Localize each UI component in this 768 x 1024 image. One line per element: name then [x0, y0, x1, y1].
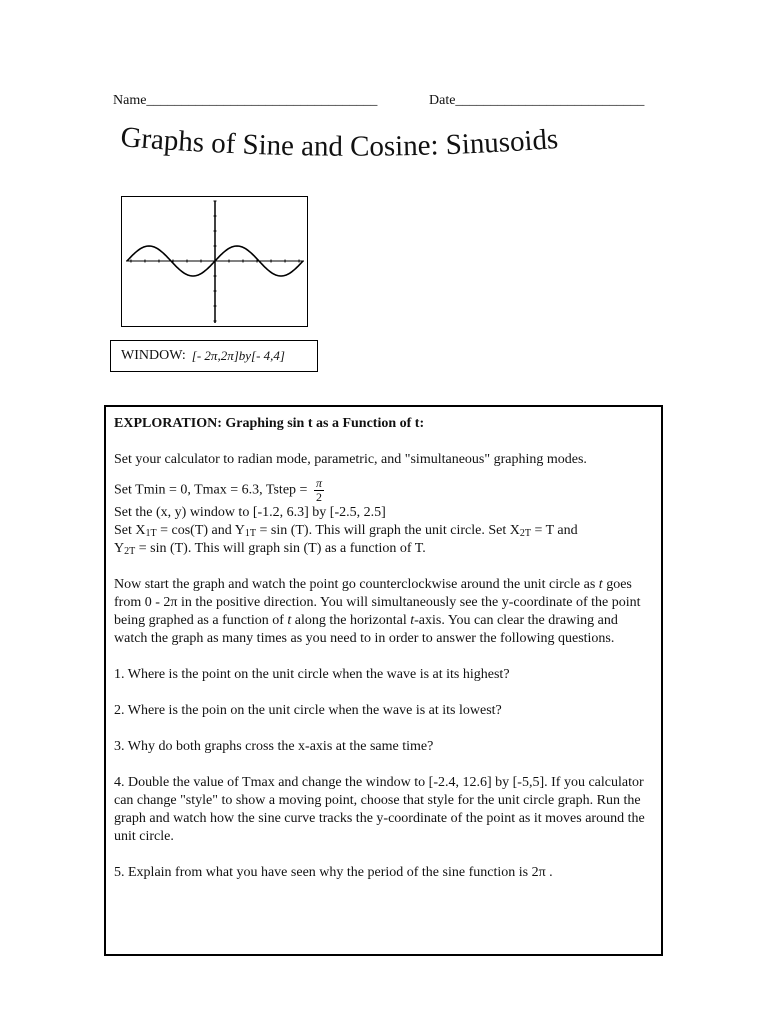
modes-instruction: Set your calculator to radian mode, parametric, and "simultaneous" graphing modes.: [114, 452, 587, 467]
tstep-prefix: Set Tmin = 0, Tmax = 6.3, Tstep =: [114, 482, 311, 498]
svg-text:Graphs of Sine and Cosine: Sin: [119, 121, 559, 163]
tstep-fraction: [314, 477, 324, 504]
name-field-label: Name_________________________________: [113, 93, 378, 108]
tstep-denominator: 2: [315, 490, 322, 504]
graph-explanation: Now start the graph and watch the point go counterclockwise around the unit circle as t goes from 0 - 2π in the positive direction. You will simultaneously see the y-coordinate of the point being graphed as a function of t along the horizontal t-axis. You can clear the drawing and watch the graph as many times as you need to in order to answer the following questions.: [114, 577, 641, 646]
exploration-heading: EXPLORATION: Graphing sin t as a Function of t:: [114, 416, 425, 431]
sine-graph-screen: [121, 196, 308, 327]
tstep-instruction: [114, 477, 653, 504]
sine-graph: [122, 197, 306, 325]
question-5: 5. Explain from what you have seen why the period of the sine function is 2π .: [114, 865, 553, 880]
date-field-label: Date___________________________: [429, 93, 645, 108]
tstep-numerator: π: [315, 476, 322, 490]
question-2: 2. Where is the poin on the unit circle when the wave is at its lowest?: [114, 703, 502, 718]
parametric-instruction: Set $X_{1T} = \cos(T)$ and $Y_{1T} = \sin (T)$. This will graph the unit circle. Set $X_{2T} = T$ and $Y_{2T} = \sin (T)$. This will graph sin (T) as a function of T.: [114, 523, 578, 557]
window-label: WINDOW:: [121, 348, 186, 363]
page-title-text: Graphs of Sine and Cosine: Sinusoids: [119, 121, 560, 163]
window-value: [- 2π,2π]by[- 4,4]: [191, 348, 285, 363]
page-title: [118, 118, 648, 178]
exploration-box: [104, 405, 663, 956]
question-3: 3. Why do both graphs cross the x-axis at the same time?: [114, 739, 434, 754]
question-4: 4. Double the value of Tmax and change the window to [-2.4, 12.6] by [-5,5]. If you calculator can change "style" to show a moving point, choose that style for the unit circle graph. Run the graph and watch how the sine curve tracks the y-coordinate of the point as it moves around the unit circle.: [114, 775, 645, 844]
window-instruction: Set the (x, y) window to [-1.2, 6.3] by [-2.5, 2.5]: [114, 505, 386, 520]
question-1: 1. Where is the point on the unit circle when the wave is at its highest?: [114, 667, 510, 682]
window-setting-box: [110, 340, 318, 372]
